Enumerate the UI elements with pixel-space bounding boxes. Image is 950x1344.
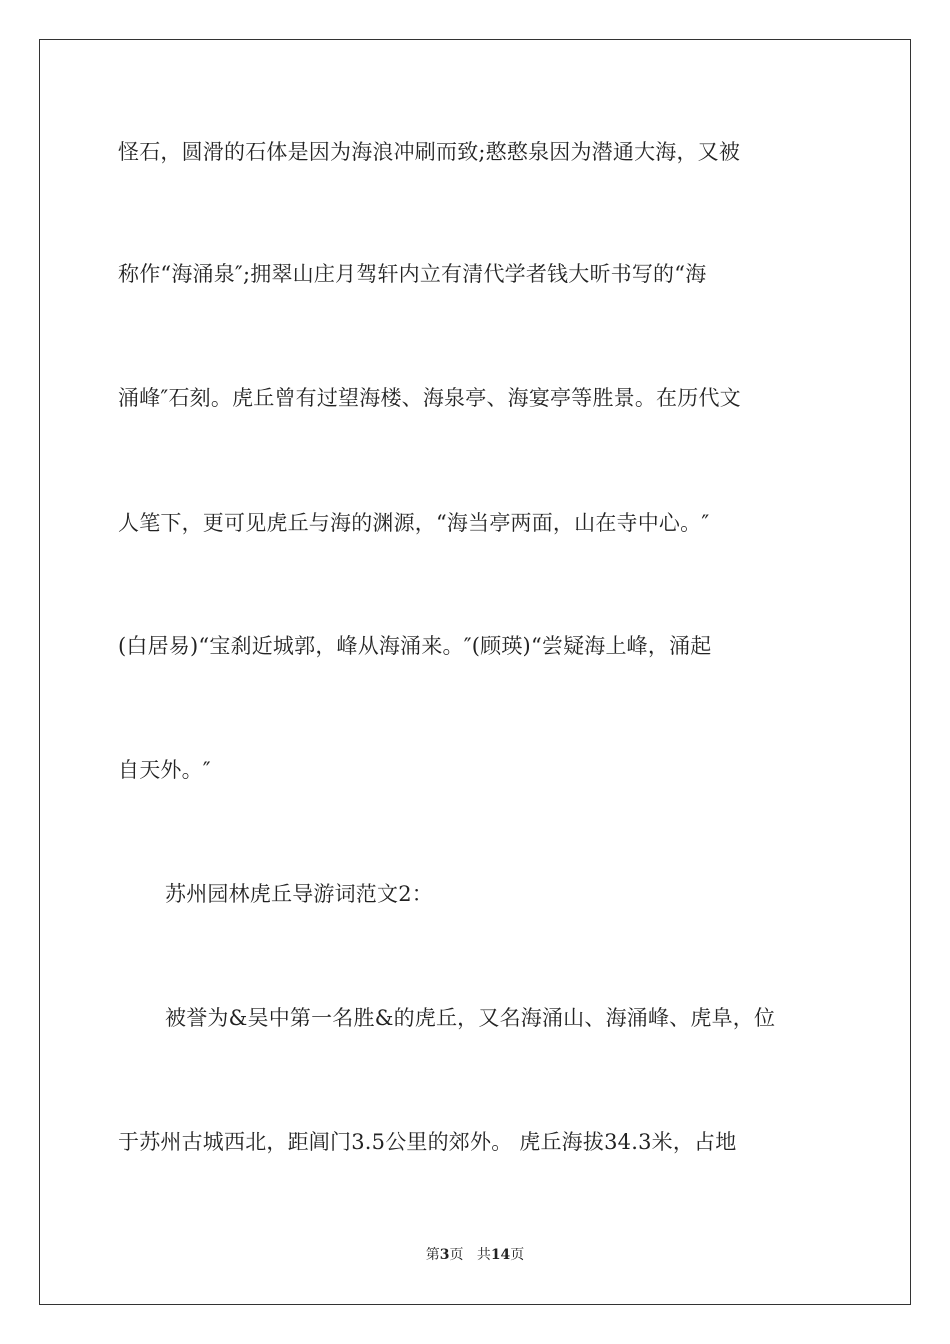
page-border [39, 39, 911, 1305]
text-line-2: 称作“海涌泉″;拥翠山庄月驾轩内立有清代学者钱大昕书写的“海 [118, 262, 707, 286]
text-line-6: 自天外。″ [118, 758, 211, 782]
page-suffix: 页 [449, 1247, 464, 1263]
text-line-5: (白居易)“宝刹近城郭，峰从海涌来。″(顾瑛)“尝疑海上峰，涌起 [118, 634, 712, 658]
total-suffix: 页 [510, 1247, 525, 1263]
text-line-8: 被誉为&吴中第一名胜&的虎丘，又名海涌山、海涌峰、虎阜，位 [165, 1006, 776, 1030]
total-prefix: 共 [476, 1247, 491, 1263]
text-line-4: 人笔下，更可见虎丘与海的渊源，“海当亭两面，山在寺中心。″ [118, 511, 710, 535]
page-number: 3 [439, 1247, 450, 1263]
page-footer [0, 1246, 950, 1264]
text-line-9: 于苏州古城西北，距阊门3.5公里的郊外。 虎丘海拔34.3米，占地 [118, 1130, 737, 1154]
total-pages: 14 [490, 1247, 511, 1263]
text-line-1: 怪石，圆滑的石体是因为海浪冲刷而致;憨憨泉因为潜通大海，又被 [118, 140, 741, 164]
section-heading: 苏州园林虎丘导游词范文2： [165, 882, 433, 906]
text-line-3: 涌峰″石刻。虎丘曾有过望海楼、海泉亭、海宴亭等胜景。在历代文 [118, 386, 741, 410]
page-prefix: 第 [425, 1247, 440, 1263]
